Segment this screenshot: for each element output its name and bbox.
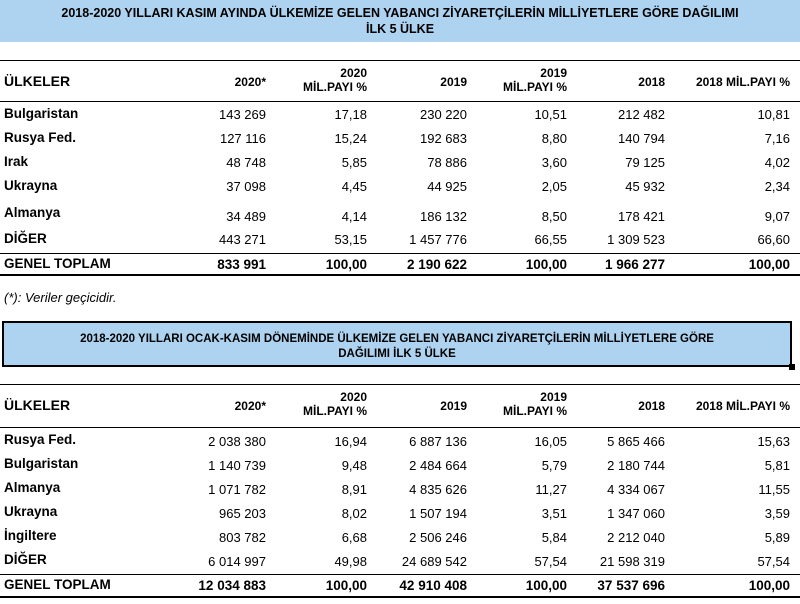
table2-row-s2019: 3,51 [541, 506, 567, 521]
table2-total-s2020: 100,00 [325, 578, 367, 593]
table2-row-s2020: 8,91 [341, 482, 367, 497]
table2-total-s2018: 100,00 [748, 578, 790, 593]
table2-row-v2019: 24 689 542 [401, 554, 467, 569]
table2-row-s2018: 5,81 [764, 458, 790, 473]
table2-row-s2019: 11,27 [535, 482, 567, 497]
table2-header-share2019-l1: 2019 [540, 390, 567, 404]
table1-row-v2019: 230 220 [420, 107, 467, 122]
table2-total-v2020: 12 034 883 [198, 578, 266, 593]
table1-row-v2020: 127 116 [219, 131, 266, 146]
table2-row-s2020: 6,68 [341, 530, 367, 545]
table2-row-s2018: 15,63 [757, 434, 790, 449]
footnote: (*): Veriler geçicidir. [4, 290, 117, 305]
table1-total-bottom-rule [0, 274, 800, 276]
table1-row-v2020: 143 269 [219, 107, 266, 122]
table2-total-top-rule [0, 574, 800, 575]
table2-row-s2018: 57,54 [757, 554, 790, 569]
table1-row-v2019: 78 886 [427, 155, 467, 170]
table2-row-v2020: 965 203 [219, 506, 266, 521]
table2-header-2019: 2019 [440, 399, 467, 413]
table1-total-s2020: 100,00 [325, 257, 367, 272]
table1-row-s2019: 10,51 [534, 107, 567, 122]
table2-header-2020: 2020* [234, 399, 266, 413]
table2-row-s2019: 5,79 [541, 458, 567, 473]
table1-row-country: Rusya Fed. [4, 130, 77, 145]
table1-row-v2020: 48 748 [226, 155, 266, 170]
table2-row-v2019: 2 484 664 [409, 458, 467, 473]
table1-row-country: Irak [4, 154, 29, 169]
table1-row-s2019: 2,05 [541, 179, 567, 194]
table1-total-label: GENEL TOPLAM [4, 256, 111, 271]
table2-title [2, 321, 792, 367]
table1-row-country: Ukrayna [4, 178, 58, 193]
table2-header-share2018: 2018 MİL.PAYI % [695, 399, 790, 413]
table1-header-bottom-rule [0, 101, 800, 102]
table1-row-v2018: 1 309 523 [607, 232, 665, 247]
table2-row-s2020: 16,94 [334, 434, 367, 449]
table2-row-v2018: 4 334 067 [607, 482, 665, 497]
table2-row-v2020: 6 014 997 [208, 554, 266, 569]
table2-header-share2020-l2: MİL.PAYI % [302, 404, 367, 418]
table1-header-share2019-l1: 2019 [540, 66, 567, 80]
banner-corner-mark [789, 364, 795, 370]
table1-row-v2019: 44 925 [427, 179, 467, 194]
table1-row-v2019: 186 132 [420, 209, 467, 224]
table1-header-top-rule [0, 60, 800, 61]
table1-row-v2019: 1 457 776 [409, 232, 467, 247]
table2-total-s2019: 100,00 [525, 578, 567, 593]
table2-title-line1: 2018-2020 YILLARI OCAK-KASIM DÖNEMİNDE ÜLKEMİZE GELEN YABANCI ZİYARETÇİLERİN MİLLİYETLERE GÖRE [80, 333, 714, 345]
table1-row-s2018: 2,34 [764, 179, 790, 194]
table1-row-country: Almanya [4, 205, 61, 220]
table1-total-v2018: 1 966 277 [604, 257, 665, 272]
table1-header-share2020-l1: 2020 [340, 66, 367, 80]
table2-row-v2019: 2 506 246 [409, 530, 467, 545]
table2-title-line2: DAĞILIMI İLK 5 ÜLKE [338, 348, 456, 360]
table2-row-s2020: 49,98 [334, 554, 367, 569]
table1-row-s2020: 15,24 [334, 131, 367, 146]
table1-row-country: Bulgaristan [4, 106, 79, 121]
table1-row-country: DİĞER [4, 231, 47, 246]
table1-row-s2018: 7,16 [764, 131, 790, 146]
table2-row-v2018: 5 865 466 [607, 434, 665, 449]
table1-row-s2020: 4,14 [341, 209, 367, 224]
table1-row-s2019: 8,80 [541, 131, 567, 146]
table2-row-s2019: 5,84 [541, 530, 567, 545]
table2-total-v2019: 42 910 408 [399, 578, 467, 593]
table2-row-v2019: 6 887 136 [409, 434, 467, 449]
table2-row-country: Almanya [4, 480, 61, 495]
table2-header-top-rule [0, 384, 800, 385]
table1-row-v2018: 140 794 [618, 131, 665, 146]
table1-row-v2018: 79 125 [625, 155, 665, 170]
table1-total-s2018: 100,00 [748, 257, 790, 272]
table1-row-v2019: 192 683 [420, 131, 467, 146]
table2-row-v2018: 2 212 040 [607, 530, 665, 545]
table1-header-2018: 2018 [638, 75, 665, 89]
table1-row-s2019: 8,50 [541, 209, 567, 224]
table2-row-v2018: 1 347 060 [607, 506, 665, 521]
table2-row-s2019: 57,54 [534, 554, 567, 569]
table1-row-v2020: 37 098 [226, 179, 266, 194]
table1-title-line1: 2018-2020 YILLARI KASIM AYINDA ÜLKEMİZE GELEN YABANCI ZİYARETÇİLERİN MİLLİYETLERE GÖRE DAĞILIMI [61, 6, 739, 20]
table2-header-bottom-rule [0, 427, 800, 428]
table1-header-share2018: 2018 MİL.PAYI % [695, 75, 790, 89]
table1-title [0, 0, 800, 42]
table2-total-bottom-rule [0, 596, 800, 598]
table2-header-country: ÜLKELER [4, 397, 71, 413]
table2-row-v2020: 2 038 380 [208, 434, 266, 449]
table1-row-s2020: 17,18 [334, 107, 367, 122]
table1-row-s2020: 4,45 [341, 179, 367, 194]
table1-row-s2018: 9,07 [764, 209, 790, 224]
table2-row-v2020: 1 071 782 [208, 482, 266, 497]
table1-row-s2018: 10,81 [757, 107, 790, 122]
table2-total-label: GENEL TOPLAM [4, 577, 111, 592]
table2-row-country: DİĞER [4, 552, 47, 567]
table1-row-s2018: 4,02 [764, 155, 790, 170]
table2-total-v2018: 37 537 696 [597, 578, 665, 593]
table2-row-v2018: 21 598 319 [599, 554, 665, 569]
table2-row-s2018: 11,55 [758, 482, 790, 497]
table1-total-v2020: 833 991 [217, 257, 266, 272]
table1-row-v2020: 34 489 [226, 209, 266, 224]
table2-row-country: İngiltere [4, 528, 57, 543]
table2-row-s2018: 3,59 [764, 506, 790, 521]
table1-title-line2: İLK 5 ÜLKE [365, 22, 435, 36]
table1-row-v2018: 45 932 [625, 179, 665, 194]
table2-row-v2019: 4 835 626 [409, 482, 467, 497]
table1-header-share2019-l2: MİL.PAYI % [502, 80, 567, 94]
table2-row-country: Ukrayna [4, 504, 58, 519]
table2-row-country: Bulgaristan [4, 456, 79, 471]
table2-row-v2020: 1 140 739 [208, 458, 266, 473]
table1-total-top-rule [0, 253, 800, 254]
table2-header-2018: 2018 [638, 399, 665, 413]
table1-header-country: ÜLKELER [4, 73, 71, 89]
table1-row-v2020: 443 271 [219, 232, 266, 247]
table1-row-s2020: 5,85 [341, 155, 367, 170]
table2-header-share2019-l2: MİL.PAYI % [502, 404, 567, 418]
table1-total-v2019: 2 190 622 [406, 257, 467, 272]
table1-row-s2019: 3,60 [541, 155, 567, 170]
table1-row-v2018: 212 482 [618, 107, 665, 122]
table1-header-2020: 2020* [234, 75, 266, 89]
table1-row-s2020: 53,15 [334, 232, 367, 247]
table2-row-v2020: 803 782 [219, 530, 266, 545]
table1-header-2019: 2019 [440, 75, 467, 89]
table2-row-s2018: 5,89 [764, 530, 790, 545]
table1-row-s2019: 66,55 [534, 232, 567, 247]
table1-row-v2018: 178 421 [618, 209, 665, 224]
table2-row-v2019: 1 507 194 [409, 506, 467, 521]
table2-row-s2019: 16,05 [534, 434, 567, 449]
table1-row-s2018: 66,60 [757, 232, 790, 247]
table2-row-s2020: 9,48 [341, 458, 367, 473]
table1-header-share2020-l2: MİL.PAYI % [302, 80, 367, 94]
table2-row-country: Rusya Fed. [4, 432, 77, 447]
table2-header-share2020-l1: 2020 [340, 390, 367, 404]
table1-total-s2019: 100,00 [525, 257, 567, 272]
table2-row-v2018: 2 180 744 [607, 458, 665, 473]
table2-row-s2020: 8,02 [341, 506, 367, 521]
